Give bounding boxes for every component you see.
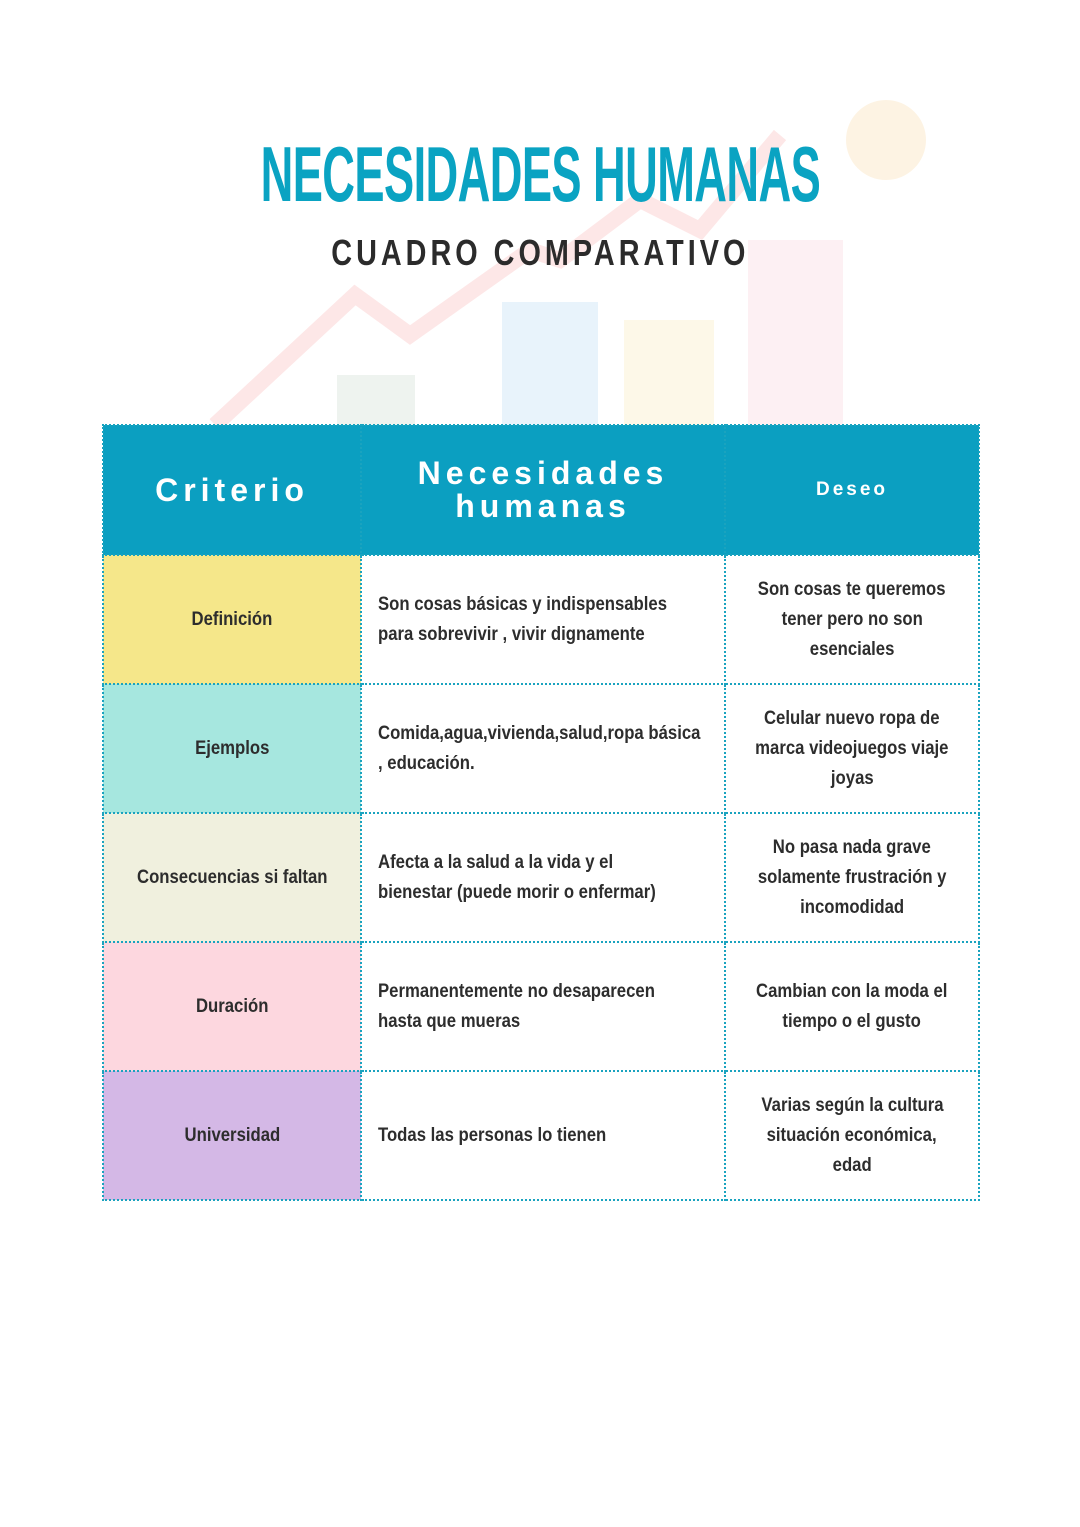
necesidades-cell: [361, 813, 725, 942]
bar-2: [502, 302, 598, 425]
deseo-cell: [725, 1071, 979, 1200]
necesidades-cell: [361, 684, 725, 813]
deseo-cell: [725, 684, 979, 813]
deseo-text-line: esenciales: [809, 638, 895, 660]
necesidades-cell: [361, 942, 725, 1071]
criterio-label: Definición: [191, 608, 273, 630]
necesidades-text-line: hasta que mueras: [378, 1010, 521, 1032]
header-necesidades: Necesidades humanas: [361, 425, 725, 555]
header-deseo: Deseo: [725, 425, 979, 555]
deseo-text-line: marca videojuegos viaje: [755, 737, 949, 759]
deseo-text-line: tener pero no son: [781, 608, 923, 630]
deseo-text-line: incomodidad: [799, 896, 905, 918]
necesidades-text-line: Todas las personas lo tienen: [378, 1124, 607, 1146]
criterio-cell: [103, 555, 361, 684]
necesidades-text-line: Permanentemente no desaparecen: [378, 980, 655, 1002]
deseo-text-line: Son cosas te queremos: [758, 578, 946, 600]
bar-3: [624, 320, 714, 425]
deseo-text-line: situación económica,: [766, 1124, 938, 1146]
deseo-text-line: Cambian con la moda el: [756, 980, 948, 1002]
table-row: [103, 813, 979, 942]
deseo-text-line: tiempo o el gusto: [782, 1010, 922, 1032]
page-subtitle: [0, 232, 1080, 274]
comparison-table: [102, 424, 980, 1201]
criterio-label: Consecuencias si faltan: [136, 866, 328, 888]
criterio-cell: [103, 684, 361, 813]
criterio-cell: [103, 942, 361, 1071]
necesidades-text-line: para sobrevivir , vivir dignamente: [378, 623, 645, 645]
table-row: [103, 555, 979, 684]
table-row: [103, 942, 979, 1071]
deseo-text-line: solamente frustración y: [757, 866, 947, 888]
necesidades-cell: [361, 555, 725, 684]
necesidades-text-line: Son cosas básicas y indispensables: [378, 593, 668, 615]
deseo-text-line: Varias según la cultura: [760, 1094, 944, 1116]
deseo-cell: [725, 813, 979, 942]
necesidades-text-line: Afecta a la salud a la vida y el: [378, 851, 614, 873]
necesidades-text-line: bienestar (puede morir o enfermar): [378, 881, 656, 903]
criterio-cell: [103, 813, 361, 942]
necesidades-text-line: , educación.: [378, 752, 475, 774]
subtitle-text: CUADRO COMPARATIVO: [330, 232, 750, 273]
table-row: [103, 684, 979, 813]
necesidades-text-line: Comida,agua,vivienda,salud,ropa básica: [378, 722, 701, 744]
deseo-text-line: edad: [832, 1154, 872, 1176]
criterio-cell: [103, 1071, 361, 1200]
deseo-cell: [725, 942, 979, 1071]
bar-1: [337, 375, 415, 425]
criterio-label: Universidad: [184, 1124, 280, 1146]
criterio-label: Ejemplos: [194, 737, 270, 759]
deseo-text-line: No pasa nada grave: [773, 836, 931, 858]
criterio-label: Duración: [195, 995, 269, 1017]
page-title: [0, 132, 1080, 216]
deseo-cell: [725, 555, 979, 684]
deseo-text-line: joyas: [830, 767, 874, 789]
table-row: [103, 1071, 979, 1200]
header-criterio: Criterio: [103, 425, 361, 555]
necesidades-cell: [361, 1071, 725, 1200]
deseo-text-line: Celular nuevo ropa de: [764, 707, 940, 729]
title-text: NECESIDADES HUMANAS: [260, 130, 820, 218]
table-header-row: [103, 425, 979, 555]
